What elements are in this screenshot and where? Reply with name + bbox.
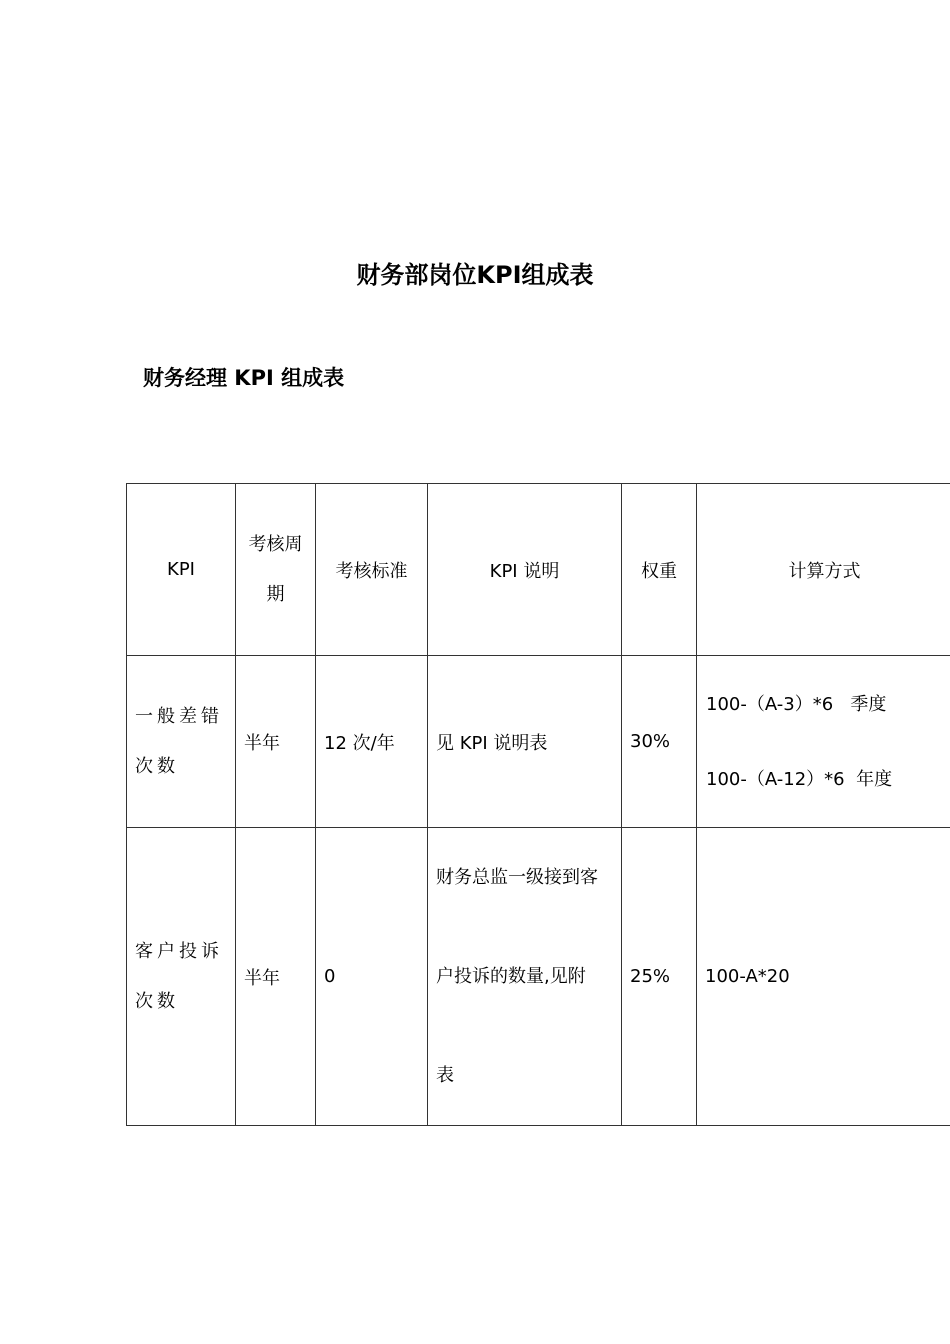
formula-cell: 100-A*20: [697, 828, 950, 1126]
formula-line2: 100-（A-12）*6 年度: [706, 768, 893, 790]
formula-cell: [697, 656, 950, 828]
description-line1: 财务总监一级接到客: [436, 867, 598, 888]
section-title: 财务经理 KPI 组成表: [143, 366, 345, 390]
header-description: KPI 说明: [428, 484, 622, 656]
kpi-name-line2: 次数: [135, 990, 179, 1012]
header-kpi: KPI: [127, 484, 236, 656]
table-row: [127, 828, 950, 1126]
description-cell: 见 KPI 说明表: [428, 656, 622, 828]
header-weight: 权重: [622, 484, 697, 656]
header-formula: 计算方式: [697, 484, 950, 656]
header-cycle-line1: 考核周: [248, 533, 303, 555]
header-cycle-line2: 期: [266, 583, 285, 605]
standard-cell: 12 次/年: [316, 656, 428, 828]
header-cycle: [236, 484, 316, 656]
kpi-name-line2: 次数: [135, 755, 179, 777]
kpi-table: [126, 483, 950, 1126]
document-title: 财务部岗位KPI组成表: [356, 261, 594, 289]
formula-line1: 100-（A-3）*6 季度: [706, 693, 887, 715]
weight-cell: 30%: [622, 656, 697, 828]
cycle-cell: 半年: [236, 828, 316, 1126]
header-standard: 考核标准: [316, 484, 428, 656]
description-line2: 户投诉的数量,见附: [436, 966, 586, 987]
table-row: [127, 656, 950, 828]
description-cell: [428, 828, 622, 1126]
kpi-cell: [127, 828, 236, 1126]
kpi-cell: [127, 656, 236, 828]
cycle-cell: 半年: [236, 656, 316, 828]
weight-cell: 25%: [622, 828, 697, 1126]
table-header-row: [127, 484, 950, 656]
kpi-name-line1: 客户投诉: [135, 940, 223, 962]
description-line3: 表: [436, 1065, 454, 1086]
kpi-name-line1: 一般差错: [135, 705, 223, 727]
standard-cell: 0: [316, 828, 428, 1126]
